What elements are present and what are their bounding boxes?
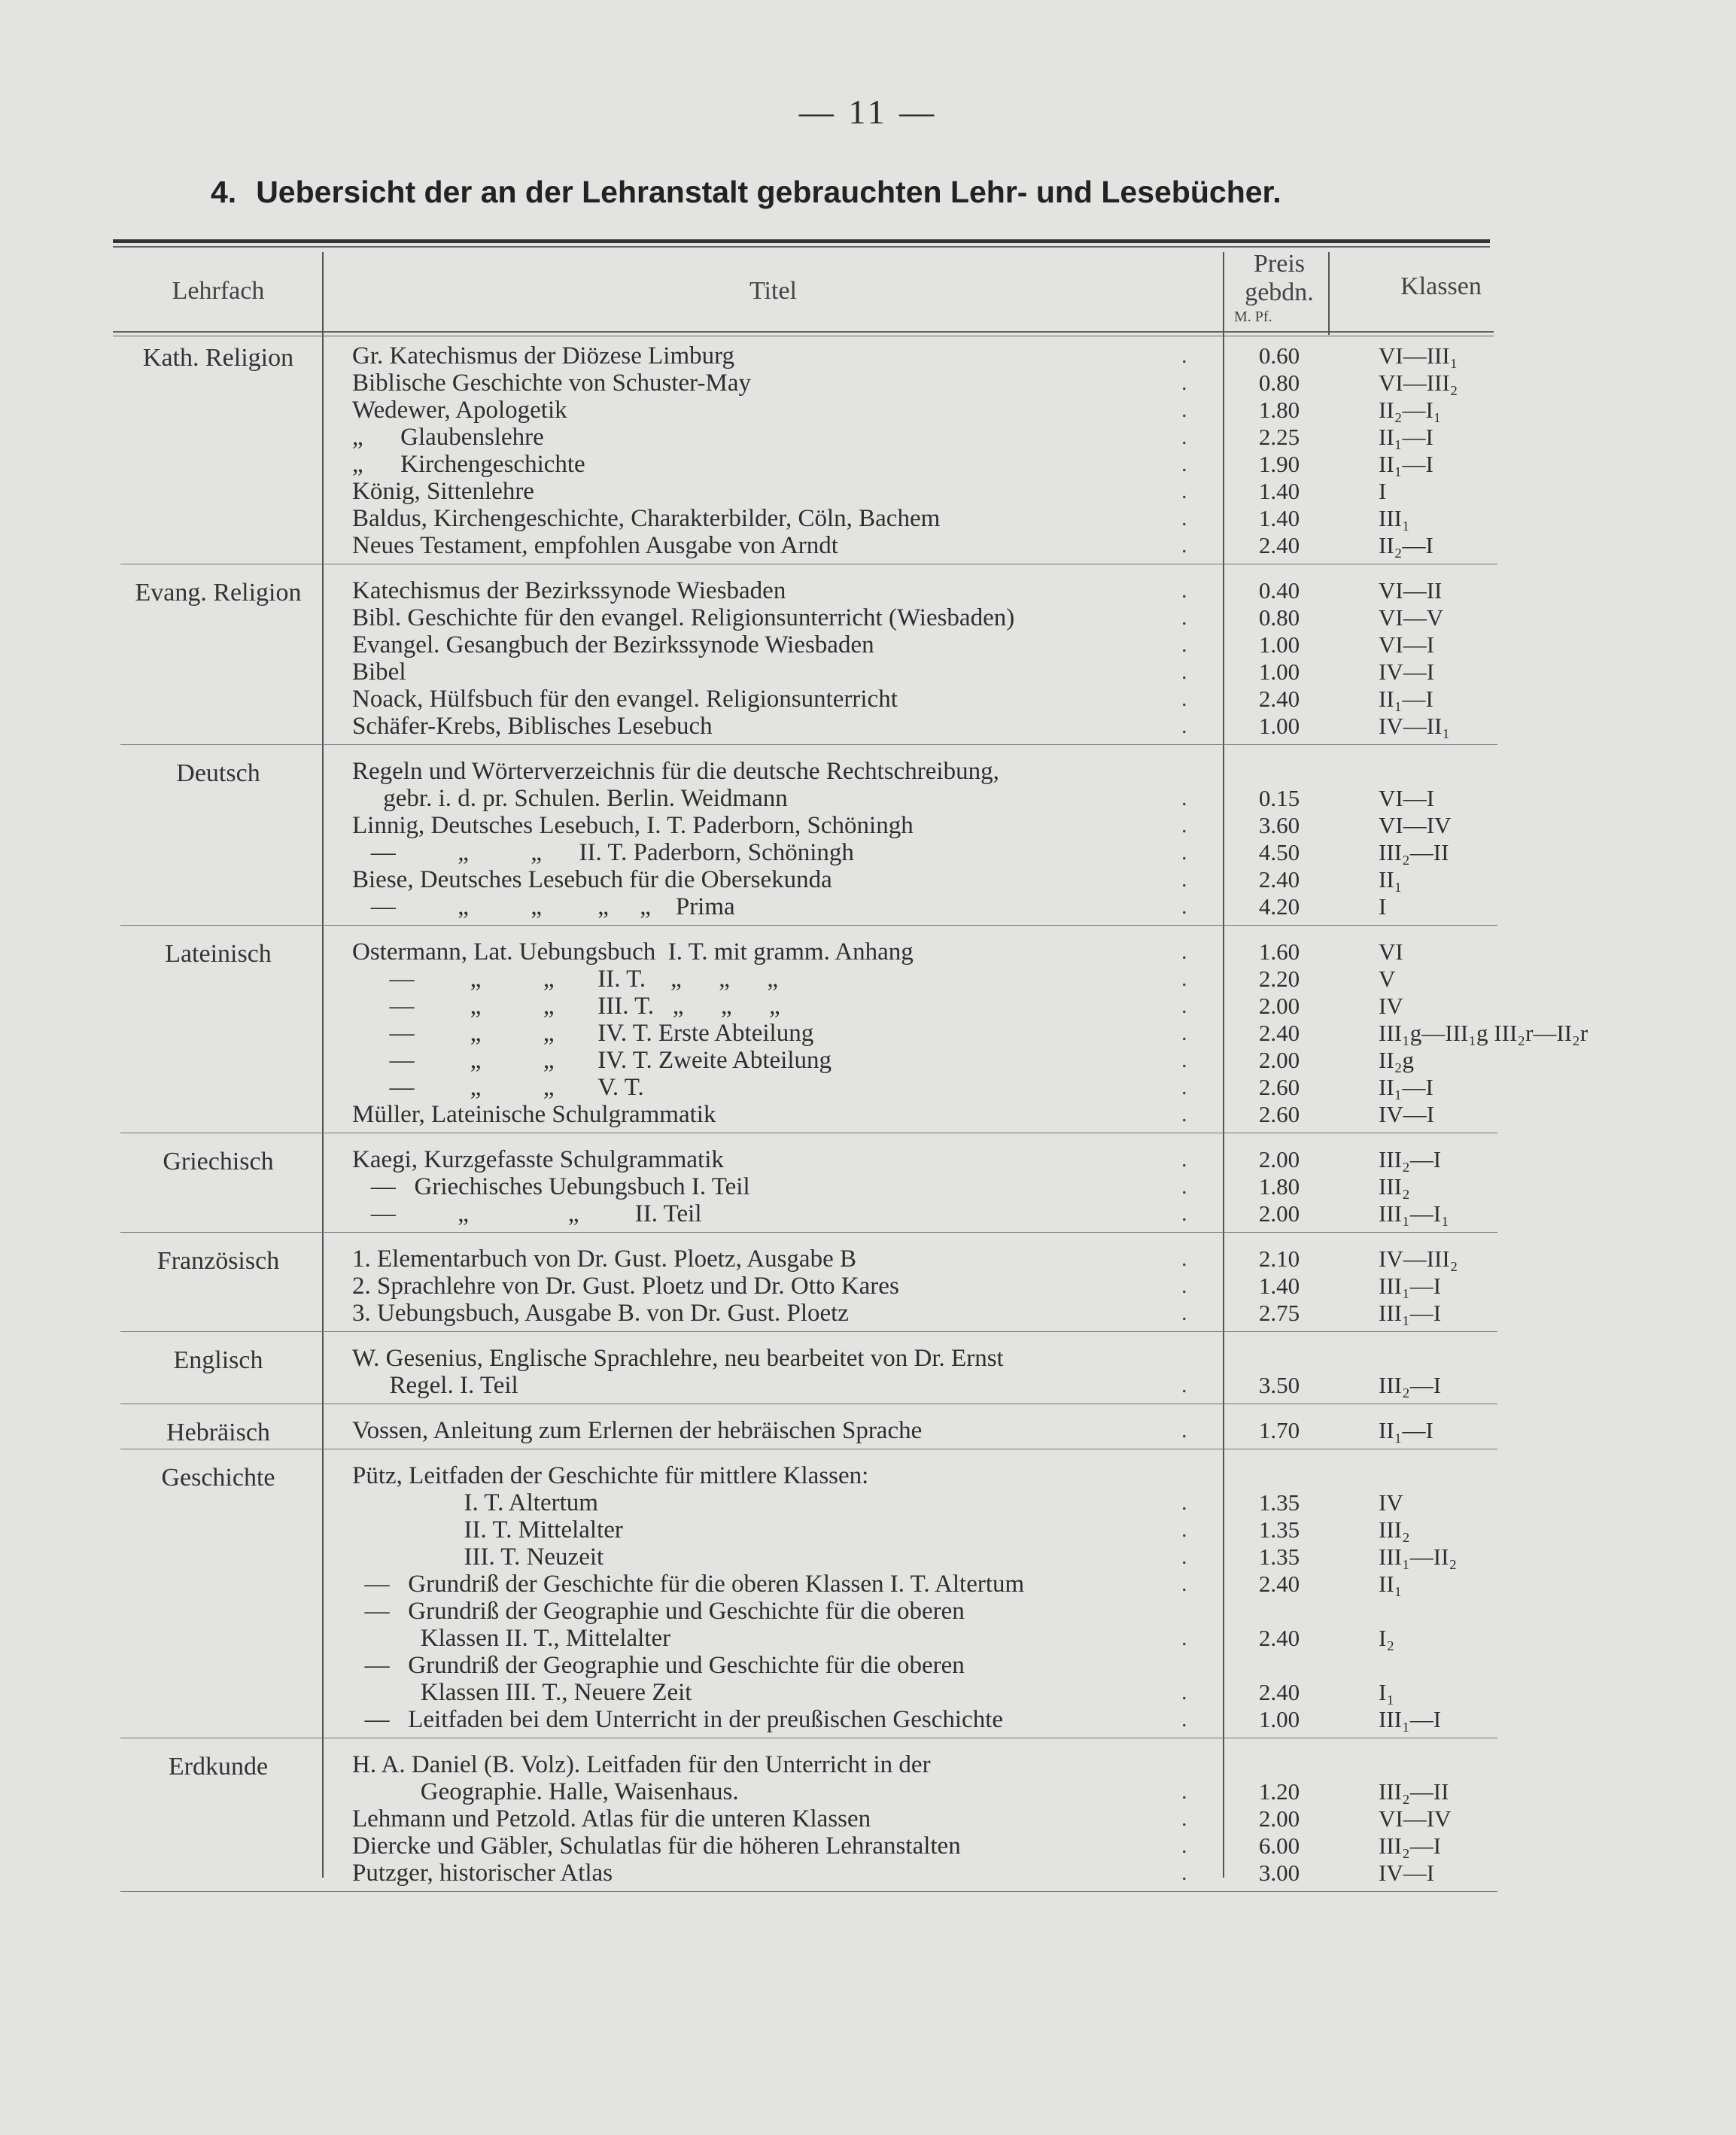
book-title: Gr. Katechismus der Diözese Limburg (352, 342, 735, 370)
book-price: 2.40 (1258, 1571, 1300, 1597)
header-rule (113, 331, 1494, 333)
top-rule-thin (113, 246, 1490, 248)
book-classes: III₂—I (1379, 1832, 1442, 1859)
subject-label: Griechisch (163, 1148, 274, 1175)
leader-dots: . (1181, 813, 1211, 838)
book-title: Putzger, historischer Atlas (352, 1860, 613, 1887)
book-classes: III₂—II (1379, 1778, 1449, 1805)
book-price: 1.35 (1258, 1543, 1300, 1570)
book-title: Wedewer, Apologetik (352, 397, 567, 424)
book-price: 1.60 (1258, 938, 1300, 965)
subject-label: Lateinisch (165, 940, 272, 968)
book-classes: II₁ (1379, 866, 1403, 893)
book-classes: IV (1379, 993, 1403, 1019)
book-title: 1. Elementarbuch von Dr. Gust. Ploetz, Ausgabe B (352, 1245, 856, 1273)
leader-dots: . (1181, 424, 1211, 449)
leader-dots: . (1181, 894, 1211, 919)
book-title: Linnig, Deutsches Lesebuch, I. T. Paderborn, Schöningh (352, 812, 914, 839)
book-title: — „ „ IV. T. Erste Abteilung (352, 1020, 814, 1047)
book-classes: VI—I (1379, 785, 1435, 811)
book-price: 3.50 (1258, 1372, 1300, 1398)
subject-label: Erdkunde (168, 1753, 269, 1781)
leader-dots: . (1181, 370, 1211, 395)
book-classes: II₁—I (1379, 1074, 1433, 1100)
book-title: Ostermann, Lat. Uebungsbuch I. T. mit gramm. Anhang (352, 938, 914, 966)
group-rule (120, 1232, 1497, 1233)
leader-dots: . (1181, 867, 1211, 892)
book-price: 1.40 (1258, 1273, 1300, 1299)
heading-text: Uebersicht der an der Lehranstalt gebrauchten Lehr- und Lesebücher. (256, 175, 1281, 209)
book-price: 2.00 (1258, 993, 1300, 1019)
book-price: 1.35 (1258, 1489, 1300, 1516)
leader-dots: . (1181, 1201, 1211, 1226)
book-classes: III₁—I (1379, 1273, 1442, 1299)
leader-dots: . (1181, 506, 1211, 531)
book-title: gebr. i. d. pr. Schulen. Berlin. Weidmann (352, 785, 788, 812)
book-title: Geographie. Halle, Waisenhaus. (352, 1778, 739, 1805)
leader-dots: . (1181, 1626, 1211, 1650)
book-classes: V (1379, 966, 1396, 992)
subject-label: Französisch (157, 1247, 280, 1275)
leader-dots: . (1181, 1418, 1211, 1443)
leader-dots: . (1181, 1048, 1211, 1072)
leader-dots: . (1181, 1680, 1211, 1705)
book-title: — „ „ II. T. Paderborn, Schöningh (352, 839, 854, 866)
header-price-2: gebdn. (1245, 278, 1314, 306)
book-title: Müller, Lateinische Schulgrammatik (352, 1101, 716, 1128)
book-price: 2.40 (1258, 1679, 1300, 1705)
book-title: Noack, Hülfsbuch für den evangel. Religionsunterricht (352, 686, 898, 713)
subject-label: Geschichte (161, 1464, 275, 1492)
book-title: — „ „ II. Teil (352, 1200, 702, 1227)
book-classes: VI—IV (1379, 1805, 1452, 1832)
leader-dots: . (1181, 1147, 1211, 1172)
book-price: 2.25 (1258, 424, 1300, 450)
book-price: 1.00 (1258, 1706, 1300, 1732)
leader-dots: . (1181, 632, 1211, 657)
book-title: — Griechisches Uebungsbuch I. Teil (352, 1173, 750, 1200)
book-price: 4.20 (1258, 893, 1300, 920)
book-classes: III₂ (1379, 1173, 1410, 1200)
book-title: Evangel. Gesangbuch der Bezirkssynode Wiesbaden (352, 631, 874, 658)
book-price: 6.00 (1258, 1832, 1300, 1859)
book-price: 2.00 (1258, 1805, 1300, 1832)
book-title: — „ „ II. T. „ „ „ (352, 966, 779, 993)
book-classes: I (1379, 893, 1387, 920)
book-classes: III₁ (1379, 505, 1410, 531)
header-price-sub: M. Pf. (1234, 309, 1272, 325)
book-title: H. A. Daniel (B. Volz). Leitfaden für den Unterricht in der (352, 1751, 931, 1778)
book-classes: II₁—I (1379, 451, 1433, 477)
book-title: 2. Sprachlehre von Dr. Gust. Ploetz und Dr. Otto Kares (352, 1273, 899, 1300)
leader-dots: . (1181, 1246, 1211, 1271)
vline-price-right (1328, 252, 1330, 335)
book-title: Biese, Deutsches Lesebuch für die Obersekunda (352, 866, 832, 893)
group-rule (120, 1331, 1497, 1332)
book-classes: III₂—I (1379, 1372, 1442, 1398)
book-classes: II₁—I (1379, 424, 1433, 450)
book-price: 2.75 (1258, 1300, 1300, 1326)
book-classes: IV—I (1379, 1101, 1435, 1127)
book-classes: III₂—II (1379, 839, 1449, 865)
book-price: 2.60 (1258, 1074, 1300, 1100)
book-title: — „ „ IV. T. Zweite Abteilung (352, 1047, 832, 1074)
header-title: Titel (749, 277, 797, 305)
leader-dots: . (1181, 1102, 1211, 1127)
book-classes: II₂g (1379, 1047, 1414, 1073)
book-price: 2.40 (1258, 532, 1300, 558)
book-title: Diercke und Gäbler, Schulatlas für die höheren Lehranstalten (352, 1832, 961, 1860)
group-rule (120, 925, 1497, 926)
book-price: 1.00 (1258, 631, 1300, 658)
book-price: 2.40 (1258, 1020, 1300, 1046)
book-price: 0.15 (1258, 785, 1300, 811)
book-classes: III₂ (1379, 1516, 1410, 1543)
leader-dots: . (1181, 1707, 1211, 1732)
leader-dots: . (1181, 1373, 1211, 1397)
book-title: Katechismus der Bezirkssynode Wiesbaden (352, 577, 786, 604)
leader-dots: . (1181, 578, 1211, 603)
book-classes: IV—I (1379, 658, 1435, 685)
book-title: Klassen III. T., Neuere Zeit (352, 1679, 692, 1706)
book-title: — Grundriß der Geographie und Geschichte für die oberen (352, 1598, 965, 1625)
book-price: 1.70 (1258, 1417, 1300, 1443)
leader-dots: . (1181, 993, 1211, 1018)
leader-dots: . (1181, 1273, 1211, 1298)
subject-label: Englisch (173, 1346, 263, 1374)
leader-dots: . (1181, 452, 1211, 476)
book-price: 1.40 (1258, 505, 1300, 531)
book-title: Kaegi, Kurzgefasste Schulgrammatik (352, 1146, 724, 1173)
book-title: — Grundriß der Geographie und Geschichte für die oberen (352, 1652, 965, 1679)
header-subject: Lehrfach (172, 277, 265, 305)
book-price: 0.80 (1258, 604, 1300, 631)
book-price: 2.20 (1258, 966, 1300, 992)
leader-dots: . (1181, 1544, 1211, 1569)
book-price: 2.40 (1258, 1625, 1300, 1651)
page-number: — 11 — (798, 93, 938, 131)
book-price: 0.80 (1258, 370, 1300, 396)
book-classes: IV (1379, 1489, 1403, 1516)
header-classes: Klassen (1400, 272, 1482, 300)
book-classes: III₁—I (1379, 1706, 1442, 1732)
book-price: 0.60 (1258, 342, 1300, 369)
leader-dots: . (1181, 1075, 1211, 1099)
leader-dots: . (1181, 1806, 1211, 1831)
leader-dots: . (1181, 1571, 1211, 1596)
book-price: 2.40 (1258, 686, 1300, 712)
book-title: Regel. I. Teil (352, 1372, 518, 1399)
book-price: 1.90 (1258, 451, 1300, 477)
book-classes: III₁g—III₁g III₂r—II₂r (1379, 1020, 1589, 1046)
group-rule (120, 744, 1497, 745)
book-title: Neues Testament, empfohlen Ausgabe von Arndt (352, 532, 838, 559)
leader-dots: . (1181, 713, 1211, 738)
book-classes: II₂—I₁ (1379, 397, 1442, 423)
book-title: 3. Uebungsbuch, Ausgabe B. von Dr. Gust. Ploetz (352, 1300, 849, 1327)
book-classes: II₁ (1379, 1571, 1403, 1597)
book-price: 2.10 (1258, 1245, 1300, 1272)
book-price: 0.40 (1258, 577, 1300, 604)
book-title: Schäfer-Krebs, Biblisches Lesebuch (352, 713, 713, 740)
subject-label: Hebräisch (166, 1419, 270, 1446)
leader-dots: . (1181, 1860, 1211, 1885)
book-title: — „ „ III. T. „ „ „ (352, 993, 780, 1020)
book-title: Biblische Geschichte von Schuster-May (352, 370, 751, 397)
book-classes: IV—III₂ (1379, 1245, 1458, 1272)
leader-dots: . (1181, 1174, 1211, 1199)
book-classes: VI—I (1379, 631, 1435, 658)
leader-dots: . (1181, 1300, 1211, 1325)
book-price: 1.35 (1258, 1516, 1300, 1543)
book-price: 1.00 (1258, 658, 1300, 685)
book-classes: II₁—I (1379, 686, 1433, 712)
group-rule (120, 1891, 1497, 1892)
heading-number: 4. (211, 175, 237, 209)
book-price: 2.00 (1258, 1047, 1300, 1073)
book-title: W. Gesenius, Englische Sprachlehre, neu bearbeitet von Dr. Ernst (352, 1345, 1004, 1372)
book-classes: II₁—I (1379, 1417, 1433, 1443)
subject-label: Kath. Religion (142, 344, 294, 372)
book-title: Klassen II. T., Mittelalter (352, 1625, 671, 1652)
leader-dots: . (1181, 1833, 1211, 1858)
book-classes: VI—V (1379, 604, 1444, 631)
leader-dots: . (1181, 533, 1211, 558)
book-classes: III₁—I (1379, 1300, 1442, 1326)
leader-dots: . (1181, 605, 1211, 630)
book-classes: I (1379, 478, 1387, 504)
book-classes: III₁—I₁ (1379, 1200, 1449, 1227)
book-price: 2.00 (1258, 1146, 1300, 1172)
book-title: König, Sittenlehre (352, 478, 534, 505)
book-title: — „ „ V. T. (352, 1074, 644, 1101)
leader-dots: . (1181, 786, 1211, 811)
book-price: 4.50 (1258, 839, 1300, 865)
leader-dots: . (1181, 479, 1211, 503)
leader-dots: . (1181, 1020, 1211, 1045)
book-price: 1.40 (1258, 478, 1300, 504)
book-price: 2.40 (1258, 866, 1300, 893)
book-classes: VI—IV (1379, 812, 1452, 838)
leader-dots: . (1181, 1517, 1211, 1542)
book-classes: IV—I (1379, 1860, 1435, 1886)
book-price: 1.80 (1258, 1173, 1300, 1200)
section-heading (211, 175, 1430, 210)
book-price: 3.00 (1258, 1860, 1300, 1886)
book-classes: VI—III₂ (1379, 370, 1458, 396)
leader-dots: . (1181, 686, 1211, 711)
leader-dots: . (1181, 939, 1211, 964)
book-price: 1.20 (1258, 1778, 1300, 1805)
book-price: 1.00 (1258, 713, 1300, 739)
book-classes: III₁—II₂ (1379, 1543, 1458, 1570)
book-title: II. T. Mittelalter (352, 1516, 623, 1543)
book-title: Vossen, Anleitung zum Erlernen der hebräischen Sprache (352, 1417, 923, 1444)
book-title: Regeln und Wörterverzeichnis für die deutsche Rechtschreibung, (352, 758, 999, 785)
book-title: — Grundriß der Geschichte für die oberen Klassen I. T. Altertum (352, 1571, 1025, 1598)
book-classes: I₁ (1379, 1679, 1395, 1705)
subject-label: Deutsch (176, 759, 260, 787)
book-title: — Leitfaden bei dem Unterricht in der preußischen Geschichte (352, 1706, 1004, 1733)
book-title: Baldus, Kirchengeschichte, Charakterbilder, Cöln, Bachem (352, 505, 941, 532)
leader-dots: . (1181, 840, 1211, 865)
book-price: 2.00 (1258, 1200, 1300, 1227)
book-classes: III₂—I (1379, 1146, 1442, 1172)
leader-dots: . (1181, 1490, 1211, 1515)
header-price-1: Preis (1254, 250, 1305, 278)
book-classes: IV—II₁ (1379, 713, 1451, 739)
book-classes: I₂ (1379, 1625, 1395, 1651)
book-title: „ Kirchengeschichte (352, 451, 585, 478)
vline-subject (322, 252, 324, 1878)
book-classes: VI (1379, 938, 1403, 965)
subject-label: Evang. Religion (135, 579, 302, 607)
leader-dots: . (1181, 966, 1211, 991)
book-classes: II₂—I (1379, 532, 1433, 558)
book-title: Pütz, Leitfaden der Geschichte für mittlere Klassen: (352, 1462, 869, 1489)
book-price: 1.80 (1258, 397, 1300, 423)
book-title: Bibl. Geschichte für den evangel. Religionsunterricht (Wiesbaden) (352, 604, 1015, 631)
book-title: I. T. Altertum (352, 1489, 598, 1516)
book-title: Lehmann und Petzold. Atlas für die unteren Klassen (352, 1805, 871, 1832)
book-classes: VI—III₁ (1379, 342, 1458, 369)
book-title: — „ „ „ „ Prima (352, 893, 735, 920)
book-title: Bibel (352, 658, 406, 686)
leader-dots: . (1181, 397, 1211, 422)
book-price: 2.60 (1258, 1101, 1300, 1127)
book-price: 3.60 (1258, 812, 1300, 838)
book-title: „ Glaubenslehre (352, 424, 544, 451)
leader-dots: . (1181, 1779, 1211, 1804)
leader-dots: . (1181, 659, 1211, 684)
leader-dots: . (1181, 343, 1211, 368)
top-rule (113, 239, 1490, 243)
book-classes: VI—II (1379, 577, 1443, 604)
book-title: III. T. Neuzeit (352, 1543, 604, 1571)
